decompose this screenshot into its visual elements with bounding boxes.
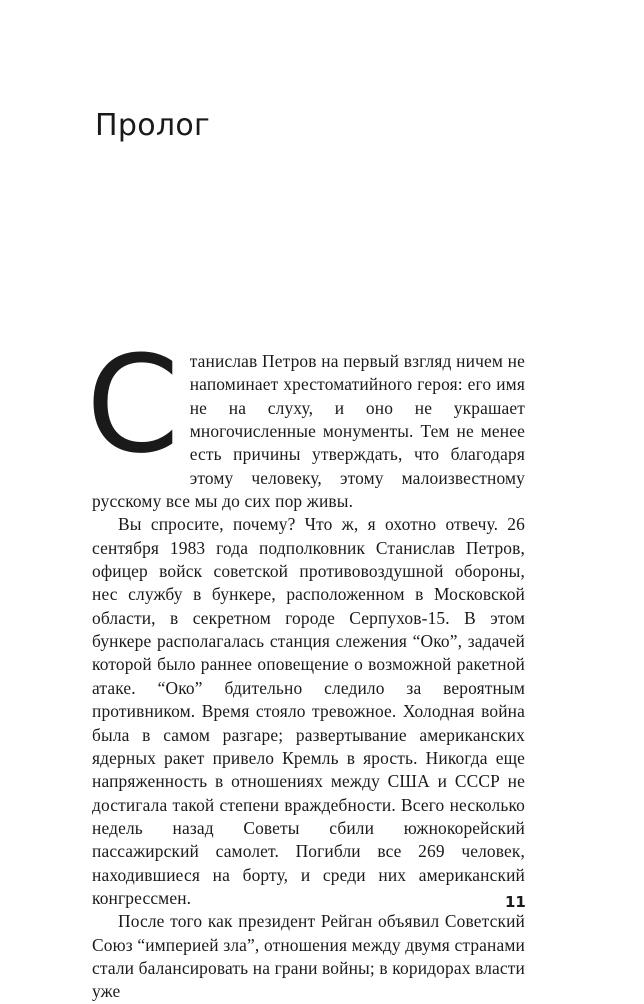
page-number: 11: [505, 893, 526, 911]
paragraph-1-text: танислав Петров на первый взгляд ничем не напоминает хрестоматийного героя: его имя не на слуху, и оно не украшает многочисленные монументы. Тем не менее есть причины утверждать, что благодаря этому человеку, этому малоизвестному русскому все мы до сих пор живы.: [92, 351, 525, 512]
paragraph-3: После того как президент Рейган объявил Советский Союз “империей зла”, отношения между двумя странами стали балансировать на грани войны; в коридорах власти уже: [92, 911, 525, 1002]
paragraph-2: Вы спросите, почему? Что ж, я охотно отвечу. 26 сентября 1983 года подполковник Станислав Петров, офицер войск советской противовоздушной обороны, нес службу в бункере, расположенном в Московской области, в секретном городе Серпухов-15. В этом бункере располагалась станция слежения “Око”, задачей которой было раннее оповещение о возможной ракетной атаке. “Око” бдительно следило за вероятным противником. Время стояло тревожное. Холодная война была в самом разгаре; развертывание американских ядерных ракет привело Кремль в ярость. Никогда еще напряженность в отношениях между США и СССР не достигала такой степени враждебности. Всего несколько недель назад Советы сбили южнокорейский пассажирский самолет. Погибли все 269 человек, находившиеся на борту, и среди них американский конгрессмен.: [92, 514, 525, 908]
chapter-title: Пролог: [95, 108, 211, 143]
chapter-body: [86, 327, 525, 1004]
drop-cap: С: [86, 327, 180, 483]
paragraph-1: [86, 327, 525, 513]
